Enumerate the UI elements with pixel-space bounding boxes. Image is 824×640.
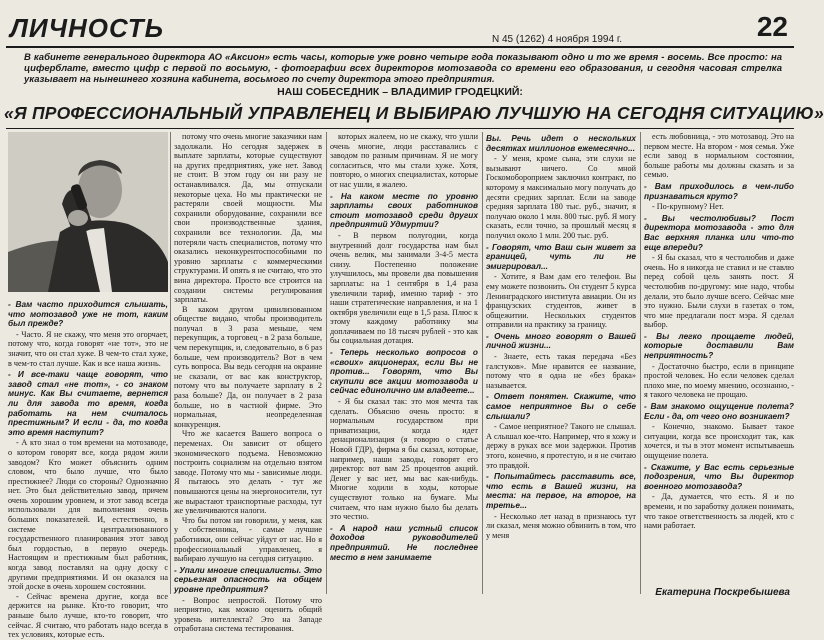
page-number: 22 bbox=[756, 11, 788, 42]
column-divider bbox=[326, 132, 327, 594]
answer-paragraph: - Я бы сказал, что я честолюбив и даже очень. Но я никогда не ставил и не ставлю перед собой цель занять пост. Я честолюбив по-другому: мне надо, чтобы делали, это было лучше всего. Сейчас мне это нужно. Были слухи в газетах о том, что мне предлагали пост мэра. Я сделал выбор. bbox=[644, 253, 794, 330]
question-paragraph: - Вы легко прощаете людей, которые доставили Вам неприятность? bbox=[644, 330, 794, 361]
question-paragraph: - И все-таки чаще говорят, что завод стал «не тот», - со знаком минус. Как Вы считаете, вернется ли для завода то время, когда работать на нем считалось престижным? И если - да, то когда это время наступит? bbox=[8, 369, 168, 437]
question-paragraph: - Попытайтесь расставить все, что есть в Вашей жизни, на места: на первое, на второе, на третье... bbox=[486, 471, 636, 510]
article-column-3 bbox=[330, 132, 478, 598]
answer-paragraph: - Я бы сказал так: это моя мечта так сделать. Объясню очень просто: я нормальным государством при приватизации, когда идет денационализация (я говорю о статье Новой ГДР), фирма я бы сказал, которые, например, наши заводы, говорят его директор: вот вам 25 процентов акций. Денег у вас нет, мы вас как-нибудь. Многие ходили в ходы, которые существуют только на бумаге. Мы считаем, что нам нужно было бы делать это честно. bbox=[330, 397, 478, 522]
question-paragraph: - Упали многие специалисты. Это серьезная опасность на общем уровне предприятия? bbox=[174, 564, 322, 594]
question-paragraph: - Скажите, у Вас есть серьезные подозрения, что Вы директор военного мотозавода? bbox=[644, 461, 794, 491]
article-column-2 bbox=[174, 132, 322, 634]
headline: «Я ПРОФЕССИОНАЛЬНЫЙ УПРАВЛЕНЕЦ И ВЫБИРАЮ ЛУЧШУЮ НА СЕГОДНЯ СИТУАЦИЮ» bbox=[4, 103, 824, 123]
interlocutor-line: НАШ СОБЕСЕДНИК – ВЛАДИМИР ГРОДЕЦКИЙ: bbox=[277, 86, 523, 98]
question-paragraph: - Вы честолюбивы? Пост директора мотозавода - это для Вас верхняя планка или что-то еще впереди? bbox=[644, 212, 794, 252]
column-divider bbox=[640, 132, 641, 594]
question-paragraph: - Вам приходилось в чем-либо признаваться круто? bbox=[644, 180, 794, 201]
article-column-4 bbox=[486, 132, 636, 598]
answer-paragraph: потому что очень многие заказчики нам задолжали. Но сегодня задержек в выплате зарплаты, которые существуют на других предприятиях, уже нет. Завод не стоит. В этом году он ни разу не останавливался. Да, мы отпускали некоторые цеха. Но мы практически не растеряли своей мощности. Мы сохранили оборудование, сохранили все свои производственные здания, сохранили все технологии. Да, мы потеряли часть специалистов, потому что оказались неконкурентоспособными по уровню зарплаты с коммерческими структурами. И опять я не считаю, что это вина директора. Просто все строится на создании системы регулирования зарплаты. bbox=[174, 132, 322, 305]
answer-paragraph: - Несколько лет назад в признаюсь тут ли сказал, меня можно обвинить в том, что у меня bbox=[486, 511, 636, 540]
answer-paragraph: - В первом полугодии, когда внутренний долг государства нам был очень велик, мы занимали 3-4-5 места снизу. Постепенно положение улучшилось, мы провели два повышения зарплаты: на 1 сентября в 1,4 раза увеличили тариф, именно тариф - это наши стратегические направления, и на 1 октября увеличили еще в 1,5 раза. Плюс к этому каждому работнику мы доплачиваем по 18 тысяч рублей - это как бы социальная дотация. bbox=[330, 230, 478, 346]
answer-paragraph: - Хотите, я Вам дам его телефон. Вы ему можете позвонить. Он студент 5 курса Ленинградского института авиации. Он из французских студентов, живет в общежитии. Нескольких студентов отправили на практику за границу. bbox=[486, 272, 636, 330]
answer-paragraph: - Сейчас времена другие, когда все держится на рынке. Кто-то говорит, что раньше было лучше, кто-то говорит, что сейчас. Я считаю, что работать надо всегда в тех условиях, которые есть. bbox=[8, 591, 168, 640]
answer-paragraph: Что бы потом ни говорили, у меня, как у собственника, - самые лучшие работники, они сейчас уйдут от нас. Но я профессиональный управленец, я выбираю лучшую на сегодня ситуацию. bbox=[174, 515, 322, 564]
question-paragraph: - А народ наш устный список доходов руководителей предприятий. Не последнее место в нем занимаете bbox=[330, 522, 478, 562]
answer-paragraph: В каком другом цивилизованном обществе видано, чтобы производитель получал в 3 раза меньше, чем перекупщик, а торговец - в 2 раза больше, чем перекупщик, и, следовательно, в 6 раз больше, чем производитель? Вот в чем суть вопроса. Вы ведь сегодня на окраине не сказали, от вас как конструктор, потому что вы получаете зарплату в 2 раза больше? Да, он получает в 2 раза больше, но в частной фирме. Это нормальная, неопределенная конкуренция. bbox=[174, 304, 322, 429]
answer-paragraph: есть любовница, - это мотозавод. Это на первом месте. На втором - моя семья. Уже если завод в нормальном состоянии, больше работы мы должны сказать и за семью. bbox=[644, 132, 794, 180]
column-divider bbox=[170, 132, 171, 594]
answer-paragraph: - А кто знал о том времени на мотозаводе, о котором говорят все, когда рядом жили заводом? Кто может объяснить одним словом, что было лучше, что было престижнее? Люди со стороны? Однозначно нет. Это был действительно завод, причем очень хорошим уровнем, и этот завод всегда использовали для выполнения очень больших показателей. И, естественно, в системе централизованного государственного планирования этот завод был гордостью, в первую очередь. Настоящим и престижным был работник, когда завод поставлял на одну доску с другими предприятиями. И он оказался на этой доске в очень хорошем состоянии. bbox=[8, 438, 168, 592]
masthead bbox=[6, 6, 794, 46]
answer-paragraph: - Конечно, знакомо. Бывает такое ситуации, когда все происходит так, как хочется, и ты в этот момент испытываешь ощущение полета. bbox=[644, 422, 794, 460]
top-rule bbox=[6, 46, 794, 48]
article-column-1 bbox=[8, 298, 168, 640]
answer-paragraph: - Вопрос непростой. Потому что неприятно, как можно оценить общий уровень интеллекта? Это на Западе отработана система тестирования. bbox=[174, 595, 322, 634]
question-paragraph: Вы. Речь идет о нескольких десятках миллионов ежемесячно... bbox=[486, 133, 636, 153]
question-paragraph: - Ответ понятен. Скажите, что самое неприятное Вы о себе слышали? bbox=[486, 391, 636, 421]
answer-paragraph: - Знаете, есть такая передача «Без галстуков». Мне нравится ее название, потому что я одна не «без брака» называется. bbox=[486, 352, 636, 390]
question-paragraph: - Очень много говорят о Вашей личной жизни... bbox=[486, 330, 636, 351]
question-paragraph: - Теперь несколько вопросов о «своих» акционерах, если Вы не против... Говорят, что Вы скупили все акции мотозавода и сейчас единолично им владеете... bbox=[330, 347, 478, 396]
lede-paragraph: В кабинете генерального директора АО «Аксион» есть часы, которые уже ровно четыре года показывают одно и то же время - восемь. Все просто: на циферблате, вместо цифр с первой по восьмую, - фотографии всех директоров мотозавода со времени его образования, и сегодня часовая стрелка указывает на нынешнего хозяина кабинета, восьмого по счету директора этого предприятия. bbox=[24, 52, 782, 85]
question-paragraph: - Говорят, что Ваш сын живет за границей, чуть ли не эмигрировал... bbox=[486, 241, 636, 271]
answer-paragraph: - Достаточно быстро, если в принципе простой человек. Но если человек сделал плохо мне, по моему мнению, осознанно, - я такого человека не прощаю. bbox=[644, 361, 794, 400]
headline-rule bbox=[6, 128, 794, 129]
answer-paragraph: - Часто. Я не скажу, что меня это огорчает, потому что, когда говорят «не тот», это не значит, что он стал хуже. В чем-то стал хуже, в чем-то стал лучше. Как и все наша жизнь. bbox=[8, 329, 168, 368]
question-paragraph: - Вам знакомо ощущение полета? Если - да, от чего оно возникает? bbox=[644, 401, 794, 421]
author-byline: Екатерина Поскребышева bbox=[655, 587, 790, 598]
answer-paragraph: - По-крупному? Нет. bbox=[652, 202, 724, 212]
article-column-5 bbox=[644, 132, 794, 584]
man-on-phone-illustration bbox=[8, 132, 168, 292]
section-title: ЛИЧНОСТЬ bbox=[10, 13, 165, 43]
column-divider bbox=[482, 132, 483, 594]
issue-info: N 45 (1262) 4 ноября 1994 г. bbox=[492, 34, 623, 45]
question-paragraph: - Вам часто приходится слышать, что мотозавод уже не тот, каким был прежде? bbox=[8, 299, 168, 329]
answer-paragraph: - У меня, кроме сына, эти слухи не вызывают ничего. Со мной Госкомобороприем заключил контракт, по которому я максимально могу получать до десяти средних зарплат. Если на заводе средняя зарплата 180 тыс. руб., значит, я получаю около 1 млн. 800 тыс. руб. Я могу сказать, если точно, за прошлый месяц я получил около 1 млн. 200 тыс. руб. bbox=[486, 154, 636, 240]
answer-paragraph: Что же касается Вашего вопроса о переменах. Он зависит от общего экономического подъема. Невозможно построить социализм на отдельно взятом заводе. Потому что мы - зависимые люди. Я пытаюсь это делать - тут же повышаются цены на энергоносители, тут же вырастают транспортные расходы, тут же увеличиваются налоги. bbox=[174, 429, 322, 516]
question-paragraph: - На каком месте по уровню зарплаты своих работников стоит мотозавод среди других предприятий Удмуртии? bbox=[330, 190, 478, 230]
answer-paragraph: которых жалеем, но не скажу, что ушли очень многие, люди расставались с заводом по разным причинам. Я не могу согласиться, что мы стали хуже. Хотя, повторю, о многих специалистах, которые от нас ушли, я жалею. bbox=[330, 132, 478, 189]
portrait-photo bbox=[8, 132, 168, 292]
answer-paragraph: - Самое неприятное? Такого не слышал. А слышал кое-что. Например, что я хожу и держу в руках все мои задержки. Против этого, конечно, я протестую, и я не считаю это правдой. bbox=[486, 422, 636, 470]
answer-paragraph: - Да, думается, что есть. Я и по времени, и по заработку должен понимать, что такое ответственность за людей, кто с нами работает. bbox=[644, 492, 794, 531]
